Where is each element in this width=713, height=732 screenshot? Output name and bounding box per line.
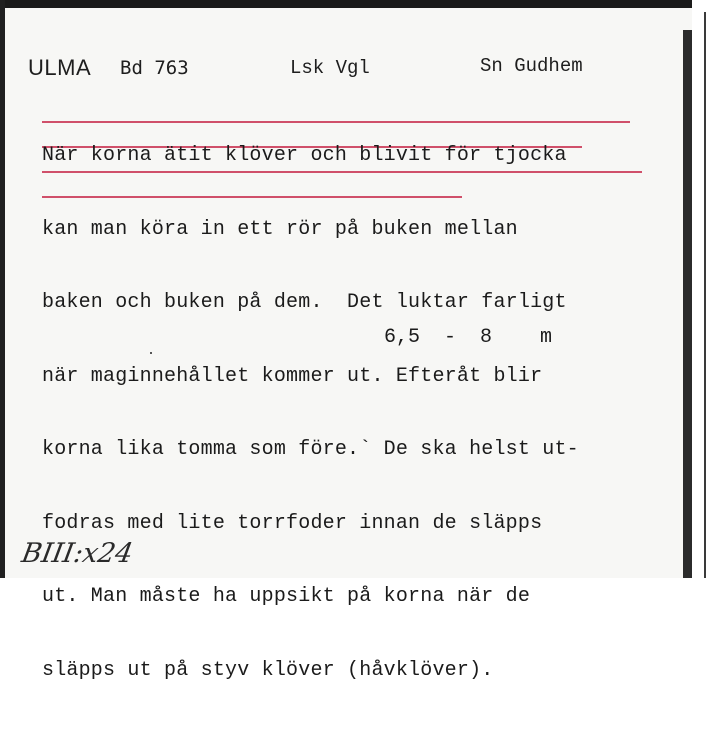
- scan-margin-line: [704, 12, 706, 578]
- text-line: släpps ut på styv klöver (håvklöver).: [42, 658, 494, 682]
- card-body-text: [42, 95, 579, 732]
- measurement-range: 6,5 - 8 m: [384, 326, 553, 349]
- province-label: Lsk Vgl: [290, 57, 370, 79]
- parish-label: Sn Gudhem: [480, 55, 583, 77]
- text-line: när maginnehållet kommer ut. Efteråt blir: [42, 364, 543, 388]
- ink-speck: [150, 352, 152, 354]
- card-header: [28, 55, 668, 85]
- handwritten-note: BIII:x24: [19, 538, 136, 569]
- text-line: korna lika tomma som före.` De ska helst ut-: [42, 438, 579, 461]
- text-line: När korna ätit klöver och blivit för tjocka: [42, 144, 567, 167]
- card-right-edge: [683, 30, 692, 578]
- scan-margin: [692, 0, 713, 578]
- text-line: fodras med lite torrfoder innan de släpps: [42, 511, 543, 535]
- text-line: kan man köra in ett rör på buken mellan: [42, 217, 518, 241]
- text-line: baken och buken på dem. Det luktar farligt: [42, 291, 567, 314]
- text-line: ut. Man måste ha uppsikt på korna när de: [42, 585, 531, 608]
- card-left-edge: [0, 0, 5, 578]
- card-top-edge: [0, 0, 713, 8]
- volume-number: Bd 763: [120, 57, 189, 79]
- archive-code: ULMA: [28, 55, 92, 80]
